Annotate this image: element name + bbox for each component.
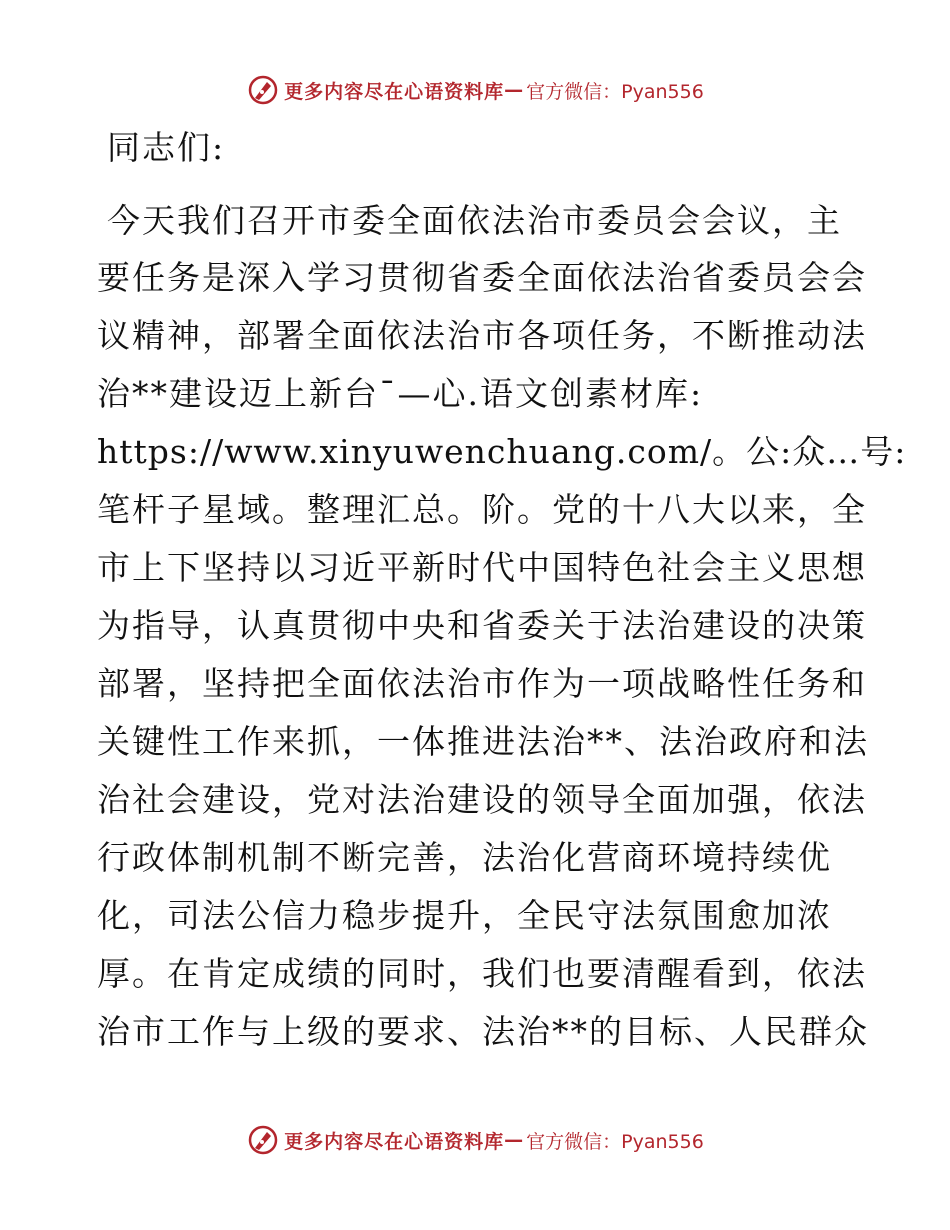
watermark-wechat-text: 官方微信：Pyan556 [526, 1130, 704, 1153]
watermark-wechat-text: 官方微信：Pyan556 [526, 80, 704, 103]
paragraph-line-8: 为指导，认真贯彻中央和省委关于法治建设的决策 [97, 606, 867, 645]
paragraph-line-6: 笔杆子星域。整理汇总。阶。党的十八大以来，全 [97, 490, 867, 529]
watermark-brand-text: 更多内容尽在心语资料库 [284, 1130, 505, 1153]
paragraph-line-7: 市上下坚持以习近平新时代中国特色社会主义思想 [97, 548, 867, 587]
paragraph-line-13: 化，司法公信力稳步提升，全民守法氛围愈加浓 [97, 896, 832, 935]
paragraph-line-10: 关键性工作来抓，一体推进法治**、法治政府和法 [97, 722, 869, 761]
paragraph-line-4: 治**建设迈上新台¯—心.语文创素材库: [97, 374, 704, 413]
paragraph-line-2: 要任务是深入学习贯彻省委全面依法治省委员会会 [97, 258, 867, 297]
pen-nib-logo-icon [246, 73, 280, 107]
watermark-banner-top [0, 70, 950, 110]
paragraph-line-15: 治市工作与上级的要求、法治**的目标、人民群众 [97, 1012, 869, 1051]
paragraph-line-3: 议精神，部署全面依法治市各项任务，不断推动法 [97, 316, 867, 355]
paragraph-line-12: 行政体制机制不断完善，法治化营商环境持续优 [97, 838, 832, 877]
paragraph-line-9: 部署，坚持把全面依法治市作为一项战略性任务和 [97, 664, 867, 703]
watermark-brand-text: 更多内容尽在心语资料库 [284, 80, 505, 103]
paragraph-line-5-url: https://www.xinyuwenchuang.com/。公:众…号: [97, 432, 907, 471]
paragraph-line-11: 治社会建设，党对法治建设的领导全面加强，依法 [97, 780, 867, 819]
watermark-separator: — [504, 1129, 525, 1151]
paragraph-line-1: 今天我们召开市委全面依法治市委员会会议，主 [107, 201, 842, 240]
paragraph-line-14: 厚。在肯定成绩的同时，我们也要清醒看到，依法 [97, 954, 867, 993]
greeting-line: 同志们: [107, 128, 226, 167]
watermark-separator: — [504, 79, 525, 101]
watermark-banner-bottom [0, 1120, 950, 1160]
pen-nib-logo-icon [246, 1123, 280, 1157]
